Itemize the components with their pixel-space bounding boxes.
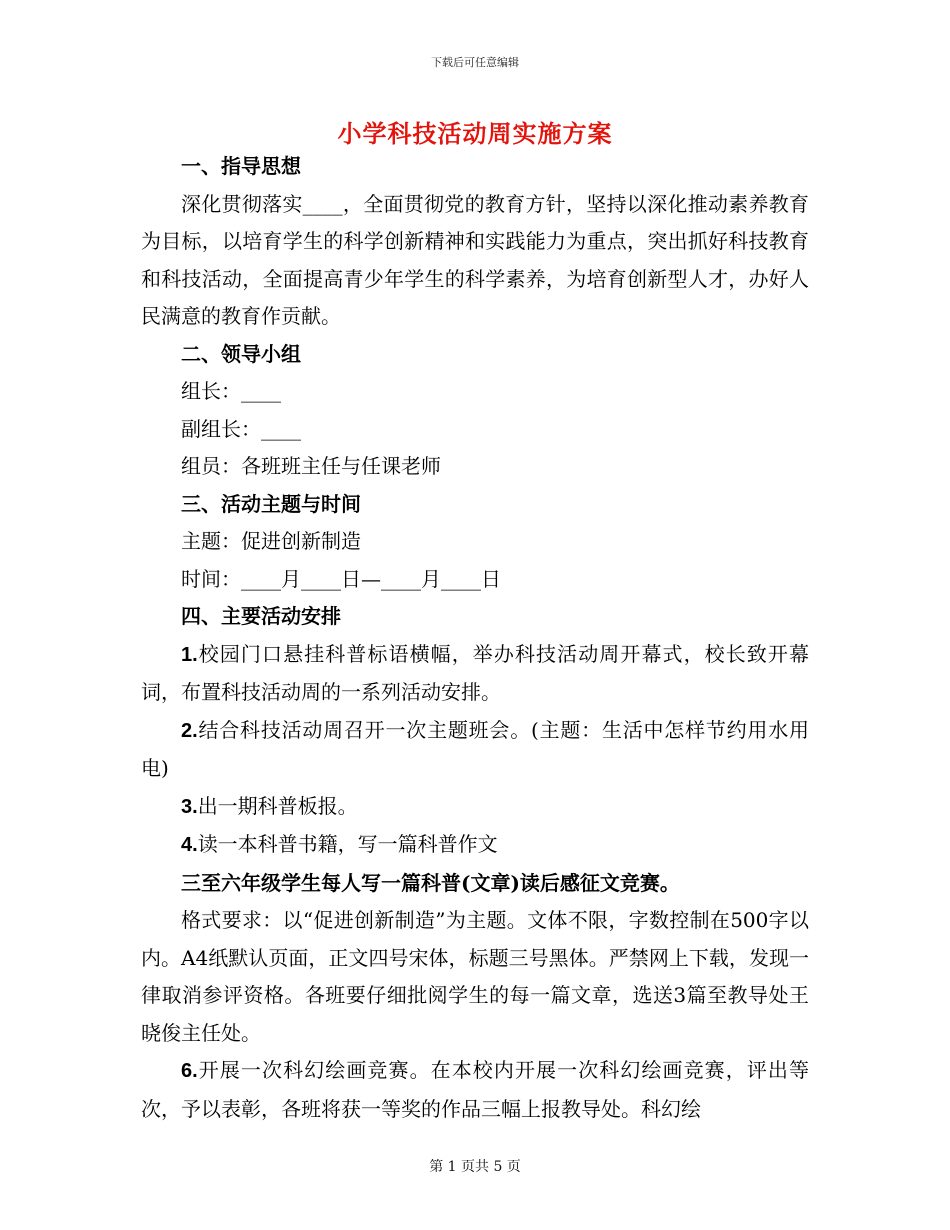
format-requirements-paragraph: 格式要求：以“促进创新制造”为主题。文体不限，字数控制在500字以内。A4纸默认页面，正文四号宋体，标题三号黑体。严禁网上下载，发现一律取消参评资格。各班要仔细批阅学生的每一篇文章，选送3篇至教导处王晓俊主任处。 bbox=[141, 908, 809, 1045]
section-heading-leadership-group: 二、领导小组 bbox=[181, 341, 301, 366]
activity-item-6 bbox=[141, 1052, 809, 1128]
activity-number: 2. bbox=[181, 719, 198, 742]
activity-number: 3. bbox=[181, 795, 198, 818]
activity-text: 开展一次科幻绘画竞赛。在本校内开展一次科幻绘画竞赛，评出等次，予以表彰，各班将获一等奖的作品三幅上报教导处。科幻绘 bbox=[141, 1058, 809, 1121]
page-footer: 第 1 页共 5 页 bbox=[429, 1159, 521, 1175]
activity-item-1 bbox=[141, 636, 809, 712]
guiding-ideology-paragraph: 深化贯彻落实____，全面贯彻党的教育方针，坚持以深化推动素养教育为目标，以培育学生的科学创新精神和实践能力为重点，突出抓好科技教育和科技活动，全面提高青少年学生的科学素养，为培育创新型人才，办好人民满意的教育作贡献。 bbox=[141, 191, 809, 328]
group-members-line: 组员：各班班主任与任课老师 bbox=[181, 454, 441, 478]
activity-text: 校园门口悬挂科普标语横幅，举办科技活动周开幕式，校长致开幕词，布置科技活动周的一系列活动安排。 bbox=[141, 641, 809, 704]
theme-line: 主题：促进创新制造 bbox=[181, 529, 361, 553]
activity-text: 出一期科普板报。 bbox=[197, 793, 358, 818]
document-title: 小学科技活动周实施方案 bbox=[337, 119, 613, 148]
activity-text: 读一本科普书籍，写一篇科普作文 bbox=[197, 832, 498, 856]
activity-number: 1. bbox=[181, 643, 198, 666]
time-line: 时间：____月____日—____月____日 bbox=[181, 566, 501, 591]
header-note: 下载后可任意编辑 bbox=[431, 56, 519, 69]
activity-number: 6. bbox=[181, 1060, 198, 1082]
section-heading-activities: 四、主要活动安排 bbox=[181, 604, 341, 628]
document-body bbox=[141, 148, 809, 1128]
deputy-leader-line: 副组长：____ bbox=[181, 416, 301, 441]
group-leader-line: 组长：____ bbox=[181, 379, 281, 403]
section-heading-theme-time: 三、活动主题与时间 bbox=[181, 491, 361, 516]
activity-number: 4. bbox=[181, 834, 198, 856]
activity-item-2 bbox=[141, 712, 809, 788]
activity-item-3 bbox=[141, 788, 809, 827]
activity-item-4 bbox=[141, 826, 809, 865]
activity-text: 结合科技活动周召开一次主题班会。(主题：生活中怎样节约用水用电) bbox=[141, 717, 809, 780]
section-heading-guiding-ideology: 一、指导思想 bbox=[181, 154, 301, 178]
essay-contest-heading: 三至六年级学生每人写一篇科普(文章)读后感征文竞赛。 bbox=[181, 870, 680, 895]
